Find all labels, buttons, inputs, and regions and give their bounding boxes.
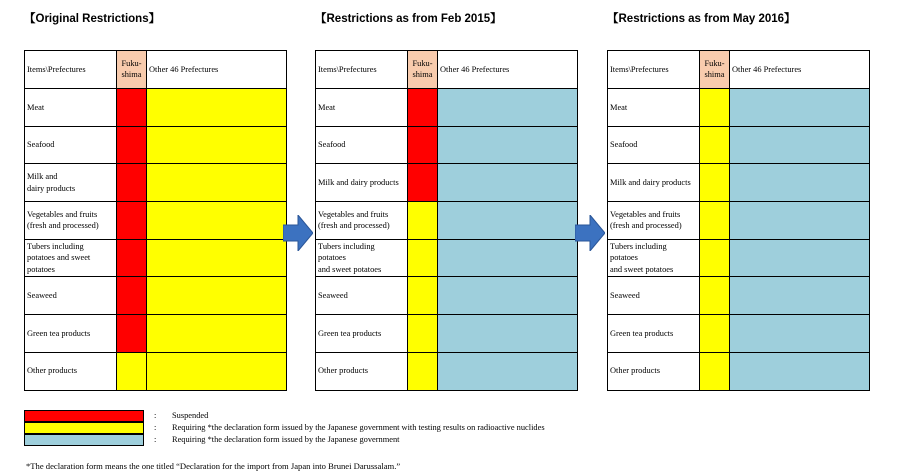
- header-items: Items\Prefectures: [316, 51, 408, 89]
- footnote: *The declaration form means the one titled “Declaration for the import from Japan into Brunei Darussalam.”: [26, 461, 401, 471]
- item-label: [316, 277, 408, 315]
- table-header-row: [316, 51, 578, 89]
- item-label: [316, 352, 408, 390]
- cell-text-line: potatoes: [610, 253, 638, 263]
- fukushima-status-cell: [700, 164, 730, 202]
- legend-swatch: [24, 410, 144, 422]
- cell-text-line: (fresh and processed): [27, 221, 99, 231]
- item-label: [25, 202, 117, 240]
- item-label: [25, 277, 117, 315]
- fukushima-status-cell: [408, 164, 438, 202]
- fukushima-status-cell: [700, 202, 730, 240]
- fukushima-status-cell: [117, 89, 147, 127]
- fukushima-status-cell: [408, 202, 438, 240]
- table-row: [316, 202, 578, 240]
- other-prefectures-status-cell: [438, 89, 578, 127]
- table-row: [25, 277, 287, 315]
- table-header-row: [608, 51, 870, 89]
- other-prefectures-status-cell: [438, 202, 578, 240]
- table-row: [316, 164, 578, 202]
- fukushima-status-cell: [700, 315, 730, 353]
- cell-text-line: Seafood: [610, 140, 638, 150]
- legend-colon: :: [154, 435, 157, 444]
- table-row: [608, 277, 870, 315]
- fukushima-status-cell: [408, 239, 438, 277]
- cell-text-line: Other products: [318, 366, 369, 376]
- fukushima-status-cell: [117, 352, 147, 390]
- item-label: [608, 315, 700, 353]
- fukushima-status-cell: [117, 239, 147, 277]
- other-prefectures-status-cell: [730, 164, 870, 202]
- other-prefectures-status-cell: [730, 126, 870, 164]
- cell-text-line: shima: [704, 69, 725, 79]
- other-prefectures-status-cell: [147, 315, 287, 353]
- table-row: [25, 352, 287, 390]
- restrictions-table: [607, 50, 870, 391]
- legend-swatch: [24, 434, 144, 446]
- item-label: [25, 352, 117, 390]
- table-row: [608, 202, 870, 240]
- fukushima-status-cell: [408, 126, 438, 164]
- header-other-prefectures: Other 46 Prefectures: [147, 51, 287, 89]
- fukushima-status-cell: [700, 126, 730, 164]
- other-prefectures-status-cell: [730, 239, 870, 277]
- item-label: [25, 89, 117, 127]
- cell-text-line: shima: [412, 69, 433, 79]
- other-prefectures-status-cell: [147, 352, 287, 390]
- fukushima-status-cell: [408, 277, 438, 315]
- other-prefectures-status-cell: [147, 239, 287, 277]
- header-items: Items\Prefectures: [608, 51, 700, 89]
- item-label: [25, 126, 117, 164]
- fukushima-status-cell: [408, 352, 438, 390]
- header-other-prefectures: Other 46 Prefectures: [730, 51, 870, 89]
- header-items: Items\Prefectures: [25, 51, 117, 89]
- cell-text-line: Seafood: [318, 140, 346, 150]
- cell-text-line: dairy products: [27, 183, 76, 193]
- table-row: [25, 202, 287, 240]
- cell-text-line: Tubers including: [27, 241, 84, 251]
- fukushima-status-cell: [117, 202, 147, 240]
- cell-text-line: Vegetables and fruits: [318, 209, 389, 219]
- cell-text-line: Fuku-: [121, 59, 142, 68]
- table-row: [316, 352, 578, 390]
- fukushima-status-cell: [700, 352, 730, 390]
- restrictions-table: [315, 50, 578, 391]
- fukushima-status-cell: [408, 89, 438, 127]
- other-prefectures-status-cell: [147, 202, 287, 240]
- header-fukushima: [117, 51, 147, 89]
- item-label: [316, 89, 408, 127]
- fukushima-status-cell: [408, 315, 438, 353]
- table-row: [608, 352, 870, 390]
- item-label: [316, 202, 408, 240]
- table-header-row: [25, 51, 287, 89]
- header-fukushima: [408, 51, 438, 89]
- table-row: [25, 315, 287, 353]
- item-label: [316, 315, 408, 353]
- cell-text-line: Green tea products: [27, 328, 91, 338]
- item-label: [608, 352, 700, 390]
- panel-title: 【Restrictions as from May 2016】: [607, 13, 796, 25]
- cell-text-line: potatoes: [27, 264, 55, 274]
- item-label: [608, 239, 700, 277]
- legend-colon: :: [154, 423, 157, 432]
- cell-text-line: and sweet potatoes: [610, 264, 674, 274]
- cell-text-line: potatoes: [318, 253, 346, 263]
- cell-text-line: (fresh and processed): [610, 221, 682, 231]
- table-row: [25, 164, 287, 202]
- cell-text-line: Other products: [610, 366, 661, 376]
- table-row: [608, 89, 870, 127]
- fukushima-status-cell: [117, 126, 147, 164]
- cell-text-line: Milk and: [27, 172, 58, 182]
- item-label: [316, 164, 408, 202]
- fukushima-status-cell: [700, 89, 730, 127]
- table-row: [316, 126, 578, 164]
- cell-text-line: Vegetables and fruits: [27, 209, 98, 219]
- cell-text-line: Tubers including: [318, 241, 375, 251]
- other-prefectures-status-cell: [438, 315, 578, 353]
- other-prefectures-status-cell: [438, 164, 578, 202]
- cell-text-line: Seaweed: [318, 290, 348, 300]
- table-row: [608, 164, 870, 202]
- cell-text-line: (fresh and processed): [318, 221, 390, 231]
- cell-text-line: Green tea products: [610, 328, 674, 338]
- cell-text-line: Seaweed: [27, 290, 57, 300]
- cell-text-line: Other products: [27, 366, 78, 376]
- table-row: [608, 126, 870, 164]
- panel-title: 【Original Restrictions】: [24, 13, 161, 25]
- fukushima-status-cell: [117, 277, 147, 315]
- other-prefectures-status-cell: [147, 164, 287, 202]
- legend-text: Requiring *the declaration form issued by the Japanese government: [172, 435, 400, 444]
- table-row: [316, 89, 578, 127]
- item-label: [608, 277, 700, 315]
- panel-original: [24, 10, 286, 376]
- header-fukushima: [700, 51, 730, 89]
- other-prefectures-status-cell: [730, 202, 870, 240]
- panel-may-2016: [607, 10, 869, 376]
- other-prefectures-status-cell: [147, 277, 287, 315]
- table-row: [25, 239, 287, 277]
- cell-text-line: Fuku-: [704, 59, 725, 68]
- item-label: [316, 126, 408, 164]
- cell-text-line: Meat: [318, 102, 336, 112]
- restrictions-table: [24, 50, 287, 391]
- cell-text-line: Milk and dairy products: [610, 177, 691, 187]
- cell-text-line: Green tea products: [318, 328, 382, 338]
- cell-text-line: Meat: [27, 102, 45, 112]
- cell-text-line: Seafood: [27, 140, 55, 150]
- other-prefectures-status-cell: [730, 315, 870, 353]
- cell-text-line: Tubers including: [610, 241, 667, 251]
- item-label: [608, 126, 700, 164]
- item-label: [316, 239, 408, 277]
- item-label: [608, 164, 700, 202]
- other-prefectures-status-cell: [438, 239, 578, 277]
- fukushima-status-cell: [117, 315, 147, 353]
- fukushima-status-cell: [117, 164, 147, 202]
- cell-text-line: Seaweed: [610, 290, 640, 300]
- other-prefectures-status-cell: [730, 89, 870, 127]
- item-label: [25, 315, 117, 353]
- other-prefectures-status-cell: [147, 126, 287, 164]
- cell-text-line: Milk and dairy products: [318, 177, 399, 187]
- table-row: [316, 315, 578, 353]
- other-prefectures-status-cell: [438, 277, 578, 315]
- table-row: [316, 277, 578, 315]
- other-prefectures-status-cell: [438, 352, 578, 390]
- cell-text-line: and sweet potatoes: [318, 264, 382, 274]
- panel-title: 【Restrictions as from Feb 2015】: [315, 13, 502, 25]
- header-other-prefectures: Other 46 Prefectures: [438, 51, 578, 89]
- item-label: [608, 89, 700, 127]
- legend-text: Suspended: [172, 411, 209, 420]
- fukushima-status-cell: [700, 277, 730, 315]
- arrow-right-icon: [283, 215, 313, 251]
- legend-colon: :: [154, 411, 157, 420]
- other-prefectures-status-cell: [438, 126, 578, 164]
- cell-text-line: potatoes and sweet: [27, 253, 91, 263]
- cell-text-line: Vegetables and fruits: [610, 209, 681, 219]
- table-row: [608, 239, 870, 277]
- panel-feb-2015: [315, 10, 577, 376]
- item-label: [608, 202, 700, 240]
- other-prefectures-status-cell: [730, 352, 870, 390]
- arrow-right-icon: [575, 215, 605, 251]
- other-prefectures-status-cell: [730, 277, 870, 315]
- fukushima-status-cell: [700, 239, 730, 277]
- table-row: [25, 89, 287, 127]
- cell-text-line: Meat: [610, 102, 628, 112]
- other-prefectures-status-cell: [147, 89, 287, 127]
- cell-text-line: shima: [121, 69, 142, 79]
- item-label: [25, 239, 117, 277]
- table-row: [316, 239, 578, 277]
- legend-text: Requiring *the declaration form issued by the Japanese government with testing results on radioactive nuclides: [172, 423, 545, 432]
- table-row: [25, 126, 287, 164]
- table-row: [608, 315, 870, 353]
- item-label: [25, 164, 117, 202]
- legend-swatch: [24, 422, 144, 434]
- cell-text-line: Fuku-: [412, 59, 433, 68]
